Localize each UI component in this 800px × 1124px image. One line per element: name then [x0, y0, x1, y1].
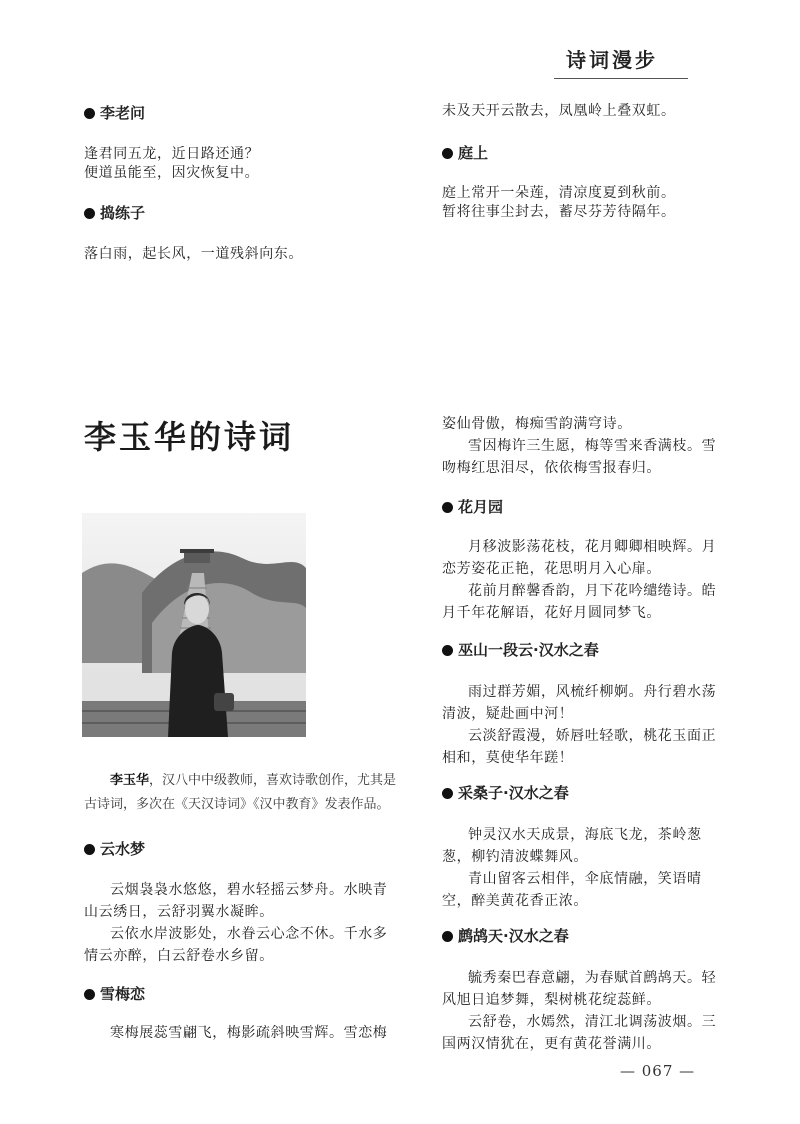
- poem-line: 便道虽能至，因灾恢复中。: [84, 165, 260, 181]
- section-header: 诗词漫步: [566, 48, 658, 72]
- poem-line: 庭上常开一朵莲，清凉度夏到秋前。: [442, 185, 676, 201]
- poem-heading: 捣练子: [84, 202, 145, 223]
- poem-line: 清波，疑赴画中河！: [442, 706, 574, 722]
- poem-line: 国两汉情犹在，更有黄花誉满川。: [442, 1036, 661, 1052]
- poem-line: 花前月醉馨香韵，月下花吟缱绻诗。皓: [468, 583, 717, 599]
- poem-line: 姿仙骨傲，梅痴雪韵满穹诗。: [442, 416, 632, 432]
- poem-heading: 巫山一段云·汉水之春: [442, 639, 599, 660]
- bullet-dot-icon: [442, 931, 453, 942]
- poem-heading: 李老问: [84, 102, 145, 123]
- poem-line: 云淡舒霞漫，娇唇吐轻歌，桃花玉面正: [468, 728, 717, 744]
- poem-line: 寒梅展蕊雪翩飞，梅影疏斜映雪辉。雪恋梅: [110, 1025, 388, 1041]
- poem-line: 相和，莫使华年蹉！: [442, 750, 574, 766]
- author-name: 李玉华: [110, 773, 150, 788]
- bullet-dot-icon: [84, 844, 95, 855]
- poem-line: 山云绣日，云舒羽翼水凝眸。: [84, 904, 274, 920]
- poem-heading: 花月园: [442, 496, 503, 517]
- poem-line: 雨过群芳媚，风梳纤柳婀。舟行碧水荡: [468, 684, 717, 700]
- poem-line: 云依水岸波影处，水眷云心念不休。千水多: [110, 926, 388, 942]
- poem-line: 吻梅红思泪尽，依依梅雪报春归。: [442, 460, 661, 476]
- poem-line: 空，醉美黄花香正浓。: [442, 893, 588, 909]
- poem-heading: 鹧鸪天·汉水之春: [442, 925, 569, 946]
- poem-heading: 采桑子·汉水之春: [442, 782, 569, 803]
- bullet-dot-icon: [442, 788, 453, 799]
- page-number: — 067 —: [620, 1062, 696, 1080]
- poem-heading: 雪梅恋: [84, 983, 145, 1004]
- poem-line: 毓秀秦巴春意翩，为春赋首鹧鸪天。轻: [468, 970, 717, 986]
- bullet-dot-icon: [84, 108, 95, 119]
- article-title: 李玉华的诗词: [84, 418, 295, 456]
- poem-line: 云烟袅袅水悠悠，碧水轻摇云梦舟。水映青: [110, 882, 388, 898]
- bullet-dot-icon: [84, 989, 95, 1000]
- poem-heading: 云水梦: [84, 838, 145, 859]
- poem-line: 葱，柳钓清波蝶舞风。: [442, 849, 588, 865]
- bullet-dot-icon: [442, 645, 453, 656]
- poem-line: 月千年花解语，花好月圆同梦飞。: [442, 605, 661, 621]
- header-rule: [554, 78, 688, 79]
- bio-text: ，汉八中中级教师，喜欢诗歌创作，尤其是: [149, 773, 397, 788]
- bullet-dot-icon: [442, 148, 453, 159]
- poem-line: 钟灵汉水天成景，海底飞龙，茶岭葱: [468, 827, 702, 843]
- poem-line: 青山留客云相伴，伞底情融，笑语晴: [468, 871, 702, 887]
- author-bio: [110, 770, 396, 792]
- poem-line: 恋芳姿花正艳，花思明月入心扉。: [442, 561, 661, 577]
- poem-line: 逢君同五龙，近日路还通？: [84, 146, 260, 162]
- bullet-dot-icon: [442, 502, 453, 513]
- author-photo: [82, 513, 306, 737]
- author-bio-line-2: 古诗词，多次在《天汉诗词》《汉中教育》发表作品。: [84, 797, 390, 812]
- author-photo-illustration: [82, 513, 306, 737]
- poem-line: 未及天开云散去，凤凰岭上叠双虹。: [442, 103, 676, 119]
- poem-heading: 庭上: [442, 142, 488, 163]
- bullet-dot-icon: [84, 208, 95, 219]
- poem-line: 雪因梅许三生愿，梅等雪来香满枝。雪: [468, 438, 717, 454]
- poem-line: 月移波影荡花枝，花月卿卿相映辉。月: [468, 539, 717, 555]
- poem-line: 风旭日追梦舞，梨树桃花绽蕊鲜。: [442, 992, 661, 1008]
- poem-line: 情云亦醉，白云舒卷水乡留。: [84, 948, 274, 964]
- poem-line: 暂将往事尘封去，蓄尽芬芳待隔年。: [442, 204, 676, 220]
- poem-line: 云舒卷，水嫣然，清江北调荡波烟。三: [468, 1014, 717, 1030]
- poem-line: 落白雨，起长风，一道残斜向东。: [84, 246, 303, 262]
